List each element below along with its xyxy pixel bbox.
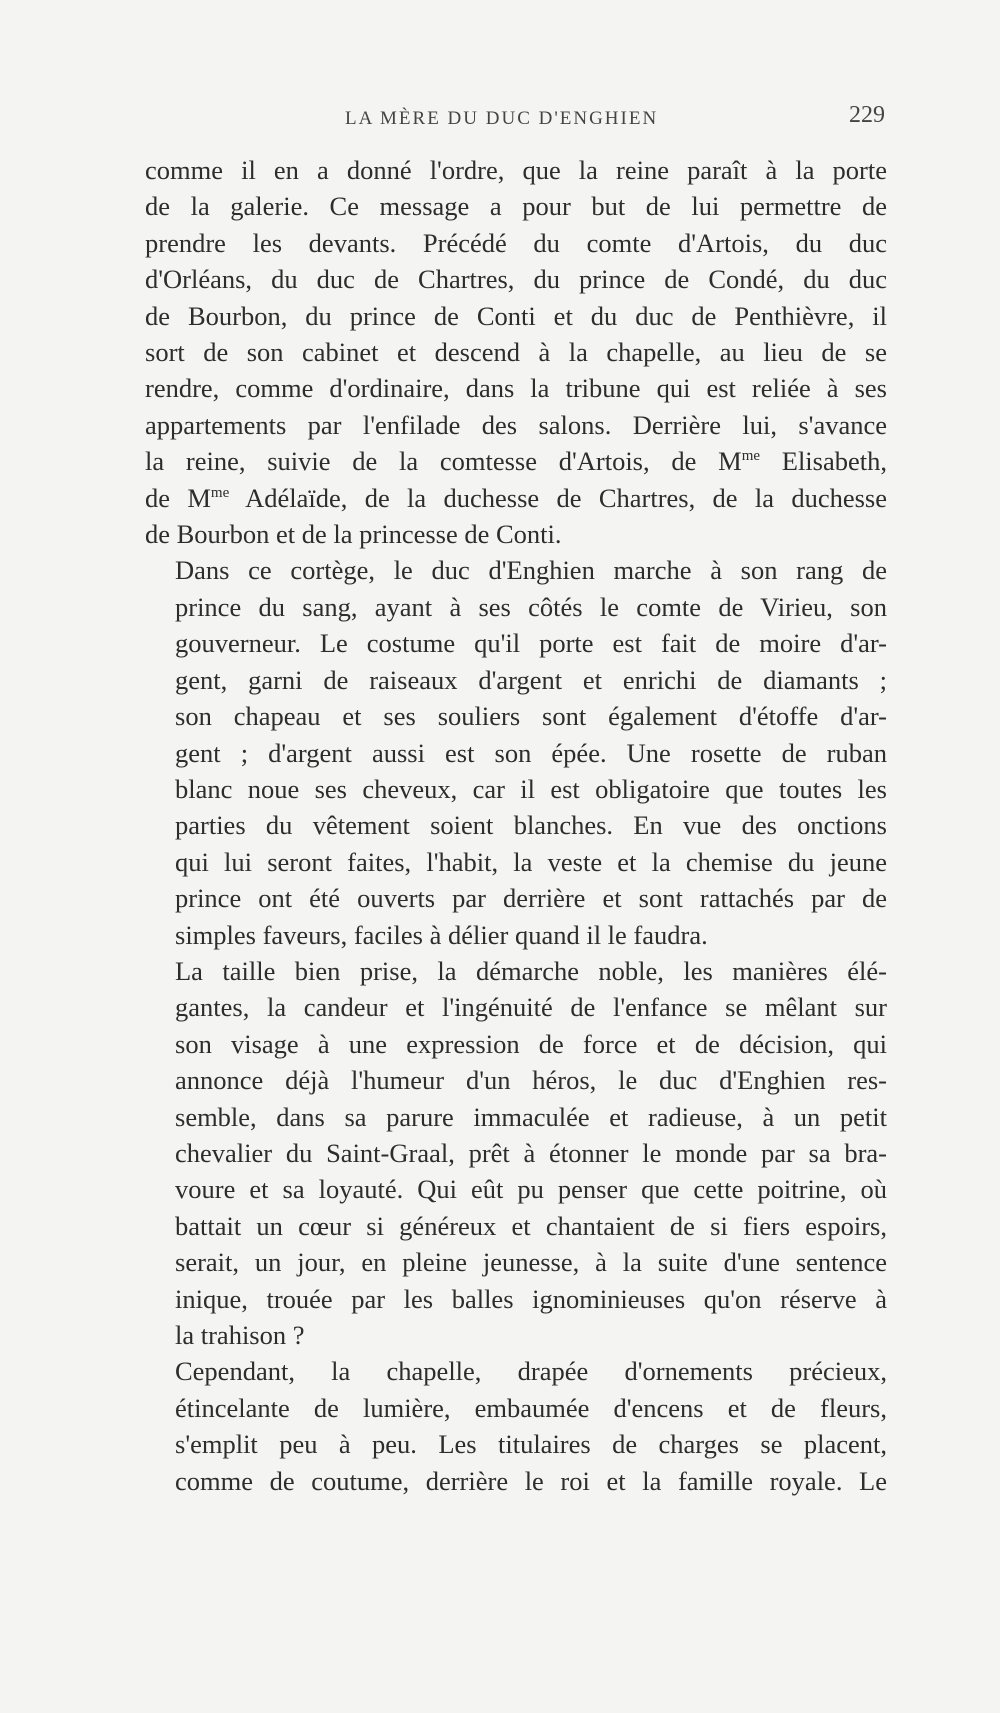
text-line: inique, trouée par les balles ignominieuses qu'on réserve à bbox=[175, 1283, 887, 1314]
text-line: serait, un jour, en pleine jeunesse, à la suite d'une sentence bbox=[175, 1247, 887, 1278]
text-line: étincelante de lumière, embaumée d'encens et de fleurs, bbox=[175, 1392, 887, 1423]
text-line: parties du vêtement soient blanches. En vue des onctions bbox=[175, 810, 887, 841]
text-line: la trahison ? bbox=[175, 1320, 305, 1350]
superscript: me bbox=[210, 484, 230, 501]
text-line: annonce déjà l'humeur d'un héros, le duc d'Enghien res- bbox=[175, 1065, 887, 1096]
text-run: de M bbox=[145, 482, 211, 513]
text-line: voure et sa loyauté. Qui eût pu penser que cette poitrine, où bbox=[175, 1174, 887, 1205]
body-text bbox=[145, 152, 887, 1499]
text-line: gantes, la candeur et l'ingénuité de l'enfance se mêlant sur bbox=[175, 992, 887, 1023]
text-line: blanc noue ses cheveux, car il est obligatoire que toutes les bbox=[175, 773, 887, 804]
text-line: Dans ce cortège, le duc d'Enghien marche à son rang de bbox=[175, 555, 887, 586]
text-line: battait un cœur si généreux et chantaient de si fiers espoirs, bbox=[175, 1210, 887, 1241]
text-line: comme il en a donné l'ordre, que la reine paraît à la porte bbox=[145, 155, 887, 185]
running-head bbox=[145, 100, 885, 140]
text-line: de Bourbon, du prince de Conti et du duc de Penthièvre, il bbox=[145, 300, 887, 331]
text-line: gent, garni de raiseaux d'argent et enrichi de diamants ; bbox=[175, 664, 887, 695]
paragraph-4 bbox=[145, 1353, 887, 1499]
text-line: Cependant, la chapelle, drapée d'ornements précieux, bbox=[175, 1356, 887, 1387]
text-line: La taille bien prise, la démarche noble, les manières élé- bbox=[175, 955, 887, 986]
text-run: Elisabeth, bbox=[760, 446, 887, 477]
text-line: gouverneur. Le costume qu'il porte est fait de moire d'ar- bbox=[175, 628, 887, 659]
text-line: prince ont été ouverts par derrière et sont rattachés par de bbox=[175, 883, 887, 914]
text-line bbox=[145, 480, 887, 516]
text-line: qui lui seront faites, l'habit, la veste et la chemise du jeune bbox=[175, 846, 887, 877]
text-line: appartements par l'enfilade des salons. Derrière lui, s'avance bbox=[145, 409, 887, 440]
text-line: d'Orléans, du duc de Chartres, du prince de Condé, du duc bbox=[145, 264, 887, 295]
text-run: Adélaïde, de la duchesse de Chartres, de la duchesse bbox=[229, 482, 887, 513]
page-number: 229 bbox=[849, 102, 885, 128]
text-line: s'emplit peu à peu. Les titulaires de charges se placent, bbox=[175, 1429, 887, 1460]
text-line: chevalier du Saint-Graal, prêt à étonner le monde par sa bra- bbox=[175, 1137, 887, 1168]
paragraph-2 bbox=[145, 552, 887, 952]
text-run: la reine, suivie de la comtesse d'Artois, de M bbox=[145, 446, 742, 477]
text-line: de Bourbon et de la princesse de Conti. bbox=[145, 519, 562, 550]
superscript: me bbox=[741, 448, 761, 465]
text-line: prince du sang, ayant à ses côtés le comte de Virieu, son bbox=[175, 591, 887, 622]
paragraph-3 bbox=[145, 953, 887, 1353]
text-line: son chapeau et ses souliers sont également d'étoffe d'ar- bbox=[175, 701, 887, 732]
text-line: prendre les devants. Précédé du comte d'Artois, du duc bbox=[145, 227, 887, 258]
text-line: simples faveurs, faciles à délier quand il le faudra. bbox=[175, 919, 708, 950]
text-line: gent ; d'argent aussi est son épée. Une rosette de ruban bbox=[175, 737, 887, 768]
paragraph-1 bbox=[145, 152, 887, 552]
text-line: de la galerie. Ce message a pour but de lui permettre de bbox=[145, 191, 887, 222]
text-line bbox=[145, 443, 887, 479]
text-line: sort de son cabinet et descend à la chapelle, au lieu de se bbox=[145, 337, 887, 368]
text-line: son visage à une expression de force et de décision, qui bbox=[175, 1028, 887, 1059]
text-line: comme de coutume, derrière le roi et la famille royale. Le bbox=[175, 1465, 887, 1496]
running-title: LA MÈRE DU DUC D'ENGHIEN bbox=[345, 108, 659, 129]
text-line: semble, dans sa parure immaculée et radieuse, à un petit bbox=[175, 1101, 887, 1132]
text-line: rendre, comme d'ordinaire, dans la tribune qui est reliée à ses bbox=[145, 373, 887, 404]
